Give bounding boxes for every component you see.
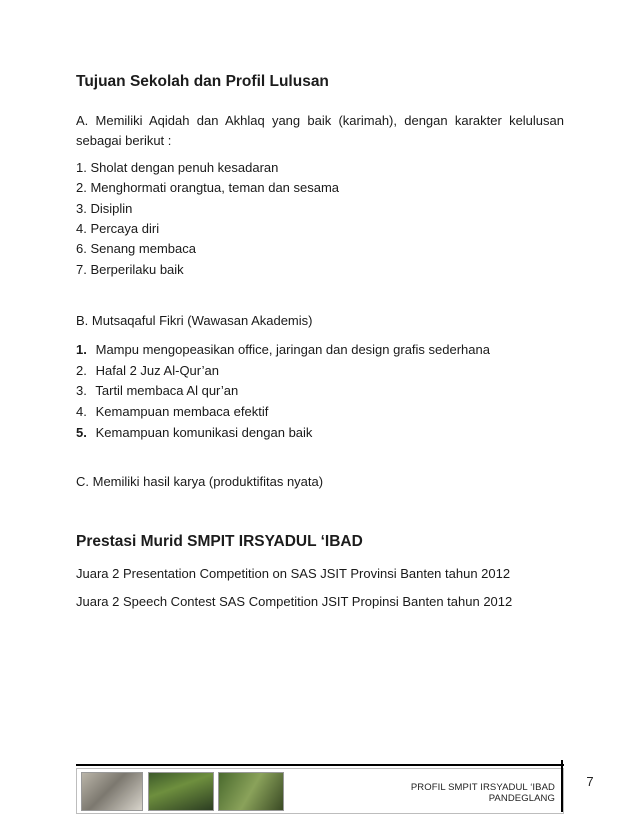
list-number: 5. xyxy=(76,425,87,440)
paragraph-a: A. Memiliki Aqidah dan Akhlaq yang baik (karimah), dengan karakter kelulusan sebagai berikut : xyxy=(76,113,564,148)
footer-photo-park xyxy=(148,772,214,811)
list-text: Mampu mengopeasikan office, jaringan dan design grafis sederhana xyxy=(95,342,490,357)
list-number: 2. xyxy=(76,363,87,378)
list-number: 4. xyxy=(76,404,87,419)
list-item: 3. Disiplin xyxy=(76,201,133,216)
list-item: 7. Berperilaku baik xyxy=(76,262,184,277)
list-number: 3. xyxy=(76,383,87,398)
list-item: 4. Percaya diri xyxy=(76,221,160,236)
footer-separator xyxy=(561,760,563,812)
footer-divider xyxy=(76,764,564,766)
list-item xyxy=(76,383,238,399)
list-text: Tartil membaca Al qur’an xyxy=(95,383,239,398)
footer-banner xyxy=(76,768,564,814)
section-title-tujuan: Tujuan Sekolah dan Profil Lulusan xyxy=(76,73,329,90)
paragraph-c: C. Memiliki hasil karya (produktifitas nyata) xyxy=(76,474,324,489)
list-item: 1. Sholat dengan penuh kesadaran xyxy=(76,160,279,175)
list-number: 1. xyxy=(76,342,87,357)
list-text: Hafal 2 Juz Al-Qur’an xyxy=(95,363,219,378)
paragraph-b: B. Mutsaqaful Fikri (Wawasan Akademis) xyxy=(76,313,313,328)
list-item xyxy=(76,363,219,379)
section-title-prestasi: Prestasi Murid SMPIT IRSYADUL ‘IBAD xyxy=(76,533,363,550)
achievement-item: Juara 2 Presentation Competition on SAS JSIT Provinsi Banten tahun 2012 xyxy=(76,566,511,581)
achievement-item: Juara 2 Speech Contest SAS Competition JSIT Propinsi Banten tahun 2012 xyxy=(76,594,513,609)
footer-photo-activity xyxy=(218,772,284,811)
list-item xyxy=(76,342,490,358)
list-item: 2. Menghormati orangtua, teman dan sesama xyxy=(76,180,340,195)
footer-photo-students xyxy=(81,772,143,811)
list-item xyxy=(76,404,268,420)
list-item: 6. Senang membaca xyxy=(76,241,196,256)
footer-title: PROFIL SMPIT IRSYADUL ‘IBAD PANDEGLANG xyxy=(410,782,555,804)
list-text: Kemampuan membaca efektif xyxy=(95,404,269,419)
page-number: 7 xyxy=(586,774,594,789)
list-text: Kemampuan komunikasi dengan baik xyxy=(95,425,313,440)
list-item xyxy=(76,425,312,441)
